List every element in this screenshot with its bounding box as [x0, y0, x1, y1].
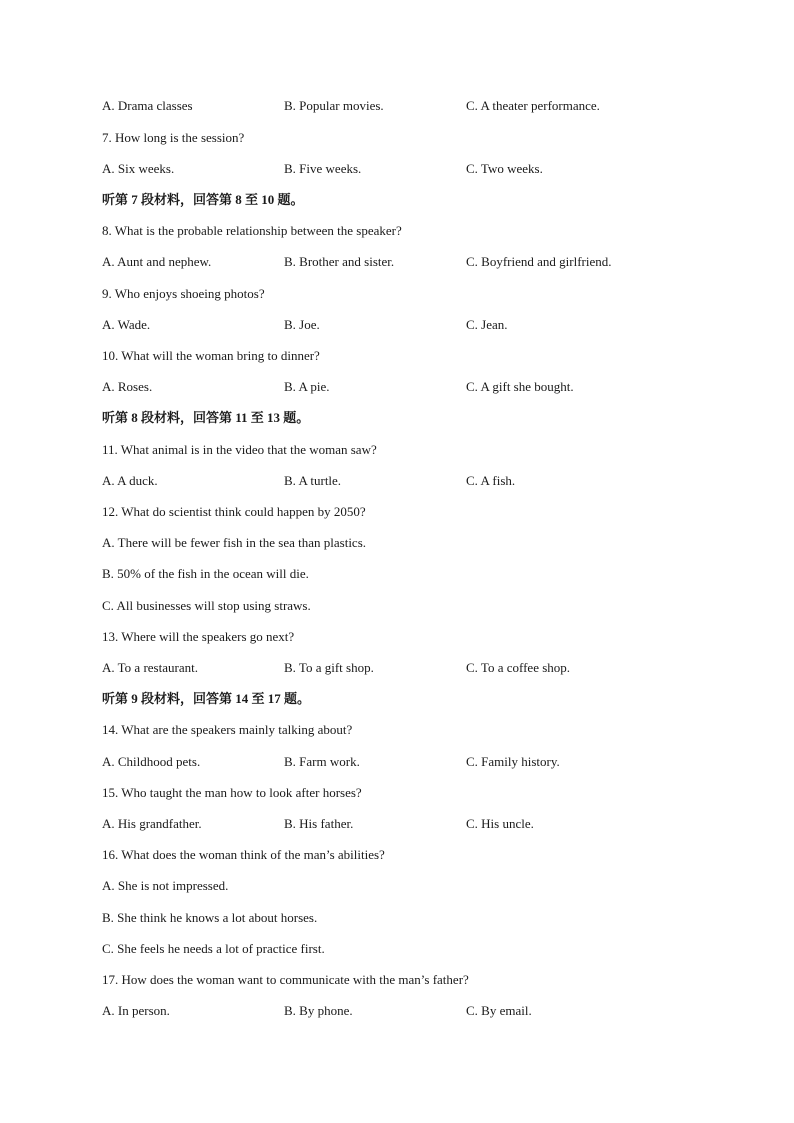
- options-row: [102, 471, 742, 491]
- option-c: C. Two weeks.: [466, 161, 543, 176]
- options-row: [102, 752, 742, 772]
- option-b: B. His father.: [284, 816, 354, 831]
- question-text: 13. Where will the speakers go next?: [102, 629, 295, 644]
- option-b: B. By phone.: [284, 1003, 353, 1018]
- option-b: B. To a gift shop.: [284, 660, 374, 675]
- options-row: [102, 315, 742, 335]
- question-text: 17. How does the woman want to communicate with the man’s father?: [102, 972, 469, 987]
- option-line: C. She feels he needs a lot of practice first.: [102, 941, 325, 956]
- option-c: C. Jean.: [466, 317, 508, 332]
- option-line: A. There will be fewer fish in the sea than plastics.: [102, 535, 367, 550]
- option-a: A. To a restaurant.: [102, 660, 198, 675]
- question-text: 9. Who enjoys shoeing photos?: [102, 286, 265, 301]
- option-a: A. In person.: [102, 1003, 170, 1018]
- option-a: A. His grandfather.: [102, 816, 202, 831]
- options-row: [102, 252, 742, 272]
- option-c: C. A fish.: [466, 473, 516, 488]
- options-row: [102, 814, 742, 834]
- option-c: C. A gift she bought.: [466, 379, 574, 394]
- options-row: [102, 96, 742, 116]
- options-row: [102, 377, 742, 397]
- option-line: C. All businesses will stop using straws.: [102, 598, 311, 613]
- option-b: B. Popular movies.: [284, 98, 384, 113]
- option-a: A. Drama classes: [102, 98, 193, 113]
- option-b: B. Five weeks.: [284, 161, 362, 176]
- question-text: 15. Who taught the man how to look after horses?: [102, 785, 362, 800]
- question-text: 8. What is the probable relationship between the speaker?: [102, 223, 402, 238]
- question-text: 12. What do scientist think could happen by 2050?: [102, 504, 366, 519]
- question-text: 11. What animal is in the video that the woman saw?: [102, 442, 377, 457]
- option-a: A. Six weeks.: [102, 161, 175, 176]
- options-row: [102, 159, 742, 179]
- option-b: B. A pie.: [284, 379, 330, 394]
- option-b: B. Farm work.: [284, 754, 360, 769]
- option-line: A. She is not impressed.: [102, 878, 229, 893]
- question-text: 7. How long is the session?: [102, 130, 245, 145]
- option-c: C. Family history.: [466, 754, 560, 769]
- option-c: C. By email.: [466, 1003, 532, 1018]
- section-heading: 听第 8 段材料，回答第 11 至 13 题。: [102, 410, 310, 425]
- option-a: A. Aunt and nephew.: [102, 254, 212, 269]
- section-heading: 听第 7 段材料，回答第 8 至 10 题。: [102, 192, 304, 207]
- option-c: C. Boyfriend and girlfriend.: [466, 254, 612, 269]
- option-a: A. Roses.: [102, 379, 153, 394]
- option-b: B. Brother and sister.: [284, 254, 395, 269]
- option-b: B. Joe.: [284, 317, 320, 332]
- question-text: 10. What will the woman bring to dinner?: [102, 348, 320, 363]
- option-c: C. His uncle.: [466, 816, 534, 831]
- option-a: A. Childhood pets.: [102, 754, 201, 769]
- question-text: 16. What does the woman think of the man’s abilities?: [102, 847, 385, 862]
- option-c: C. A theater performance.: [466, 98, 600, 113]
- options-row: [102, 658, 742, 678]
- option-a: A. Wade.: [102, 317, 151, 332]
- options-row: [102, 1001, 742, 1021]
- option-c: C. To a coffee shop.: [466, 660, 571, 675]
- option-line: B. She think he knows a lot about horses.: [102, 910, 318, 925]
- option-a: A. A duck.: [102, 473, 158, 488]
- question-text: 14. What are the speakers mainly talking about?: [102, 722, 353, 737]
- option-b: B. A turtle.: [284, 473, 342, 488]
- option-line: B. 50% of the fish in the ocean will die.: [102, 566, 309, 581]
- section-heading: 听第 9 段材料，回答第 14 至 17 题。: [102, 691, 311, 706]
